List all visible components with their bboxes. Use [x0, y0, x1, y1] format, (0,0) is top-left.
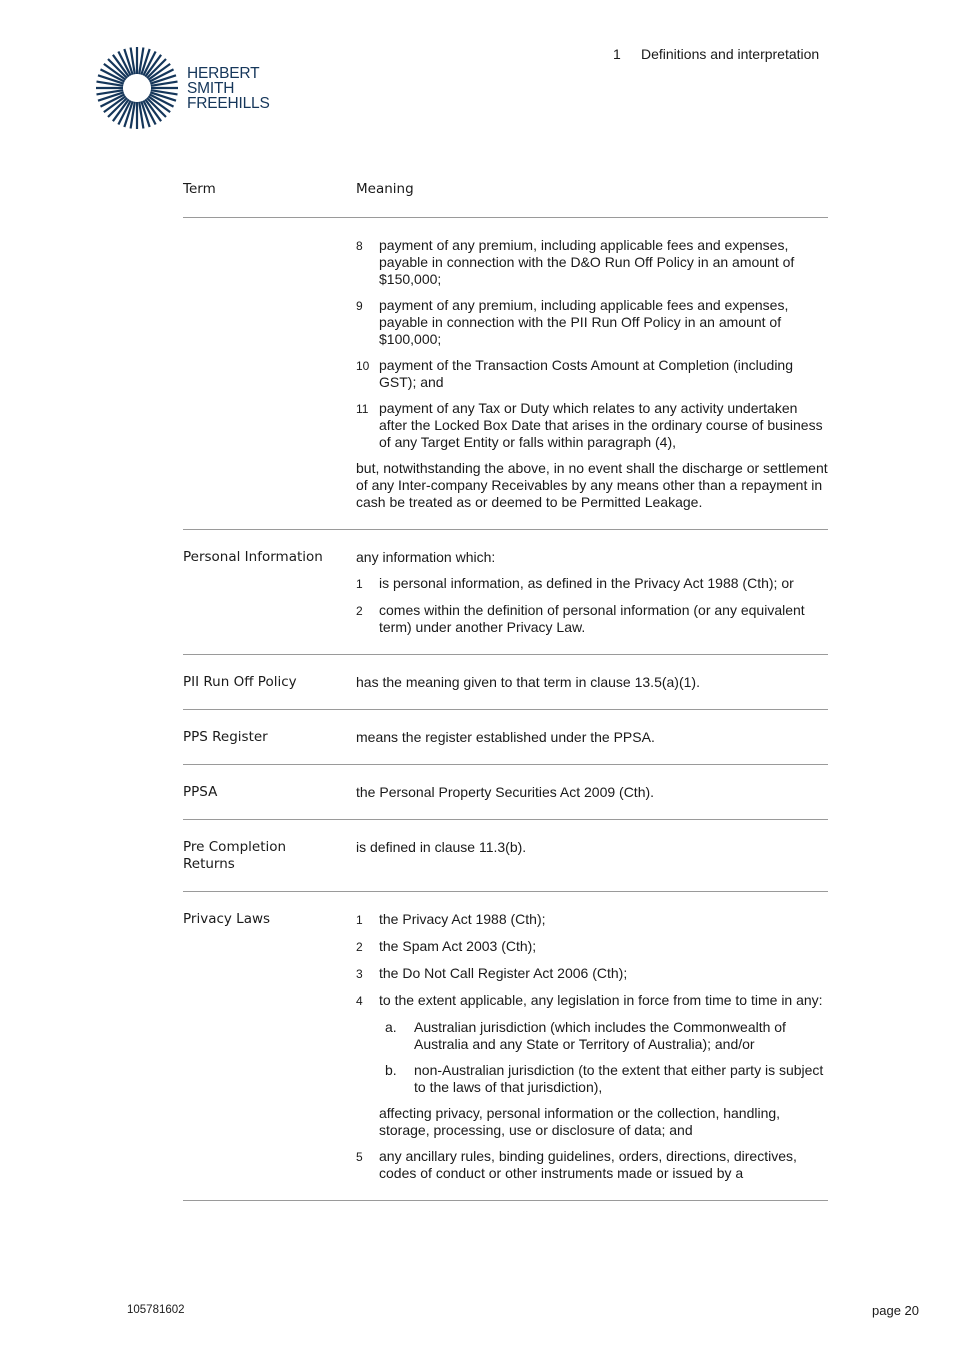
definition-intro: any information which: — [356, 549, 496, 565]
item-number: 1 — [356, 577, 363, 591]
definition-term-empty — [183, 237, 356, 511]
item-number: 11 — [356, 402, 369, 416]
item-text: payment of any Tax or Duty which relates to any activity undertaken after the Locked Box Date that arises in the ordinary course of business of any Target Entity or falls within paragraph (4), — [379, 400, 823, 450]
definition-meaning: has the meaning given to that term in clause 13.5(a)(1). — [356, 674, 700, 690]
item-text: the Do Not Call Register Act 2006 (Cth); — [379, 965, 628, 981]
document-number: 105781602 — [127, 1304, 185, 1316]
running-header — [613, 46, 819, 62]
definitions-table — [183, 181, 828, 1201]
sub-list-item — [379, 1062, 828, 1096]
definition-term: Privacy Laws — [183, 911, 271, 927]
item-text: to the extent applicable, any legislation in force from time to time in any: — [379, 992, 823, 1008]
definition-meaning — [356, 237, 828, 511]
column-header-meaning: Meaning — [356, 181, 414, 197]
list-item — [356, 1148, 828, 1182]
item-number: 9 — [356, 299, 363, 313]
item-number: 2 — [356, 604, 363, 618]
definition-term: Personal Information — [183, 549, 323, 565]
item-number: 2 — [356, 940, 363, 954]
section-number: 1 — [613, 46, 621, 62]
definition-row-pps-register — [183, 710, 828, 765]
sub-item-letter: b. — [385, 1062, 397, 1078]
item-number: 4 — [356, 994, 363, 1008]
continuation-tail: but, notwithstanding the above, in no event shall the discharge or settlement of any Inter-company Receivables by any means other than a repayment in cash be treated as or deemed to be Permitted Leakage. — [356, 460, 828, 510]
list-item — [356, 602, 828, 636]
definition-row-personal-information — [183, 530, 828, 655]
item-text: the Privacy Act 1988 (Cth); — [379, 911, 546, 927]
definition-row-pre-completion-returns — [183, 820, 828, 892]
item-text: the Spam Act 2003 (Cth); — [379, 938, 537, 954]
column-header-term: Term — [183, 181, 216, 197]
item-text: is personal information, as defined in the Privacy Act 1988 (Cth); or — [379, 575, 794, 591]
list-item — [356, 911, 828, 929]
section-title: Definitions and interpretation — [641, 46, 820, 62]
herbert-smith-freehills-logo — [95, 46, 275, 136]
item-text: payment of the Transaction Costs Amount at Completion (including GST); and — [379, 357, 793, 390]
definition-meaning: the Personal Property Securities Act 2009 (Cth). — [356, 784, 655, 800]
item-tail-text: affecting privacy, personal information or the collection, handling, storage, processing, use or disclosure of data; and — [379, 1105, 781, 1138]
sub-item-text: non-Australian jurisdiction (to the extent that either party is subject to the laws of that jurisdiction), — [414, 1062, 824, 1095]
definition-term: PII Run Off Policy — [183, 674, 297, 690]
sub-list-item — [379, 1019, 828, 1053]
definition-meaning — [356, 549, 828, 636]
item-text: any ancillary rules, binding guidelines, orders, directions, directives, codes of conduct or other instruments made or issued by a — [379, 1148, 797, 1181]
list-item — [356, 237, 828, 288]
logo-line-smith: SMITH — [187, 80, 235, 97]
item-number: 8 — [356, 239, 363, 253]
logo-line-herbert: HERBERT — [187, 65, 260, 82]
definition-term: PPSA — [183, 784, 218, 800]
list-item — [356, 400, 828, 451]
item-number: 5 — [356, 1150, 363, 1164]
sub-item-letter: a. — [385, 1019, 397, 1035]
page-number: page 20 — [872, 1303, 919, 1318]
item-number: 3 — [356, 967, 363, 981]
definition-term: Pre Completion Returns — [183, 839, 287, 872]
item-text: payment of any premium, including applicable fees and expenses, payable in connection with the D&O Run Off Policy in an amount of $150,000; — [379, 237, 795, 287]
item-text: payment of any premium, including applicable fees and expenses, payable in connection with the PII Run Off Policy in an amount of $100,000; — [379, 297, 789, 347]
item-number: 10 — [356, 359, 370, 373]
list-item — [356, 357, 828, 391]
definition-term: PPS Register — [183, 729, 268, 745]
list-item — [356, 938, 828, 956]
definition-row-continuation — [183, 218, 828, 530]
logo-line-freehills: FREEHILLS — [187, 95, 270, 112]
definition-row-ppsa — [183, 765, 828, 820]
list-item — [356, 992, 828, 1010]
definition-meaning: is defined in clause 11.3(b). — [356, 839, 527, 855]
logo-wordmark — [187, 66, 270, 111]
list-item — [356, 297, 828, 348]
item-text: comes within the definition of personal information (or any equivalent term) under another Privacy Law. — [379, 602, 805, 635]
definition-meaning — [356, 911, 828, 1182]
sunburst-logo-icon — [95, 46, 179, 130]
table-header — [183, 181, 828, 218]
definition-meaning: means the register established under the PPSA. — [356, 729, 655, 745]
sub-item-text: Australian jurisdiction (which includes the Commonwealth of Australia and any State or Territory of Australia); and/or — [414, 1019, 786, 1052]
list-item — [356, 965, 828, 983]
definition-row-privacy-laws — [183, 892, 828, 1201]
list-item — [356, 575, 828, 593]
item-number: 1 — [356, 913, 363, 927]
definition-row-pii-run-off-policy — [183, 655, 828, 710]
